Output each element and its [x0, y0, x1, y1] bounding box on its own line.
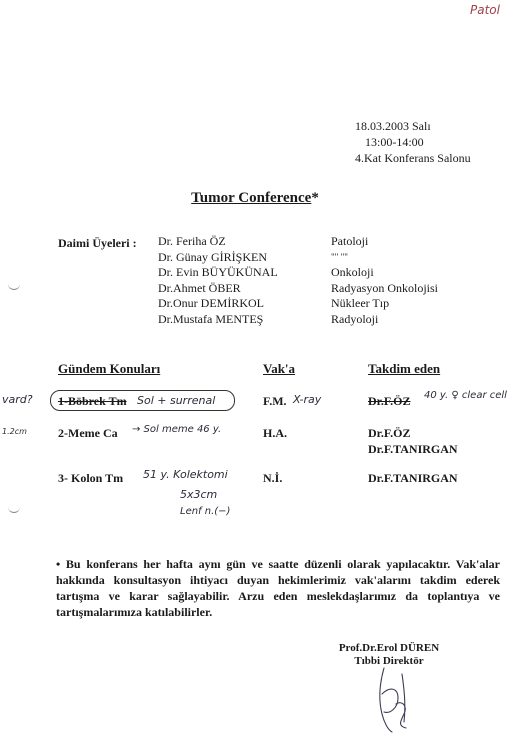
agenda-handwritten-note: Sol + surrenal: [137, 394, 216, 407]
meeting-date: 18.03.2003 Salı: [355, 119, 431, 133]
document-title: [0, 190, 510, 207]
agenda-presenter: Dr.F.ÖZ: [368, 426, 411, 440]
agenda-presenter: Dr.F.ÖZ: [368, 394, 411, 408]
agenda-header-case: Vak'a: [263, 361, 296, 376]
member-dept: Nükleer Tıp: [331, 296, 390, 310]
member-dept: Onkoloji: [331, 265, 374, 279]
agenda-case: F.M.: [263, 394, 287, 408]
member-name: Dr.Onur DEMİRKOL: [158, 296, 264, 310]
members-names: [158, 234, 278, 327]
meeting-time: 13:00-14:00: [365, 135, 424, 149]
members-label: Daimi Üyeleri :: [58, 236, 137, 250]
agenda-handwritten-note: → Sol meme 46 y.: [132, 424, 222, 435]
member-dept: Patoloji: [331, 234, 369, 248]
agenda-handwritten-note: 5x3cm: [180, 488, 218, 501]
agenda-header-presenter: Takdim eden: [368, 361, 441, 376]
meeting-info: [355, 118, 471, 166]
member-name: Dr. Evin BÜYÜKÜNAL: [158, 265, 278, 279]
member-name: Dr. Günay GİRİŞKEN: [158, 249, 267, 264]
agenda-header-topic: Gündem Konuları: [58, 361, 161, 376]
punch-hole-mark: [8, 505, 20, 513]
corner-handwritten-note: Patol: [470, 3, 500, 17]
member-name: Dr.Ahmet ÖBER: [158, 280, 241, 295]
agenda-case: H.A.: [263, 426, 287, 440]
agenda-topic: 2-Meme Ca: [58, 426, 118, 440]
punch-hole-mark: [8, 282, 20, 290]
margin-handwritten-note: vard?: [2, 393, 33, 406]
member-dept: Radyasyon Onkolojisi: [331, 280, 438, 295]
meeting-place: 4.Kat Konferans Salonu: [355, 151, 471, 165]
agenda-handwritten-note: 51 y. Kolektomi: [143, 468, 228, 481]
members-departments: [331, 234, 438, 327]
member-name: Dr.Mustafa MENTEŞ: [158, 311, 264, 326]
agenda-case: N.İ.: [263, 471, 283, 485]
agenda-handwritten-note: Lenf n.(−): [180, 506, 231, 517]
signature-stroke: [380, 668, 406, 732]
margin-handwritten-note: 1.2cm: [2, 427, 27, 436]
agenda-presenter-handwritten-note: 40 y. ♀ clear cell: [424, 390, 507, 401]
signatory-role: Tıbbi Direktör: [354, 655, 424, 667]
agenda-presenter: Dr.F.TANIRGAN: [368, 471, 458, 485]
member-name: Dr. Feriha ÖZ: [158, 234, 226, 248]
handwritten-signature: [372, 664, 418, 736]
title-asterisk: *: [311, 190, 319, 206]
member-dept-ditto: "" "": [331, 251, 348, 262]
agenda-topic: 3- Kolon Tm: [58, 471, 124, 485]
footnote-paragraph: • Bu konferans her hafta aynı gün ve saatte düzenli olarak yapılacaktır. Vak'alar hakkında konsultasyon ihtiyacı duyan hekimlerimiz vak'alarını takdim ederek tartışma ve karar sağlayabilir. Arzu eden meslekdaşlarımız da toplantıya ve tartışmalarımıza katılabilirler.: [56, 557, 500, 619]
agenda-presenter: Dr.F.TANIRGAN: [368, 442, 458, 456]
agenda-topic: 1-Böbrek Tm: [58, 394, 127, 408]
signatory-name: Prof.Dr.Erol DÜREN: [338, 642, 440, 654]
title-text: Tumor Conference: [191, 190, 312, 206]
agenda-case-handwritten-note: X-ray: [293, 393, 322, 406]
member-dept: Radyoloji: [331, 311, 379, 326]
